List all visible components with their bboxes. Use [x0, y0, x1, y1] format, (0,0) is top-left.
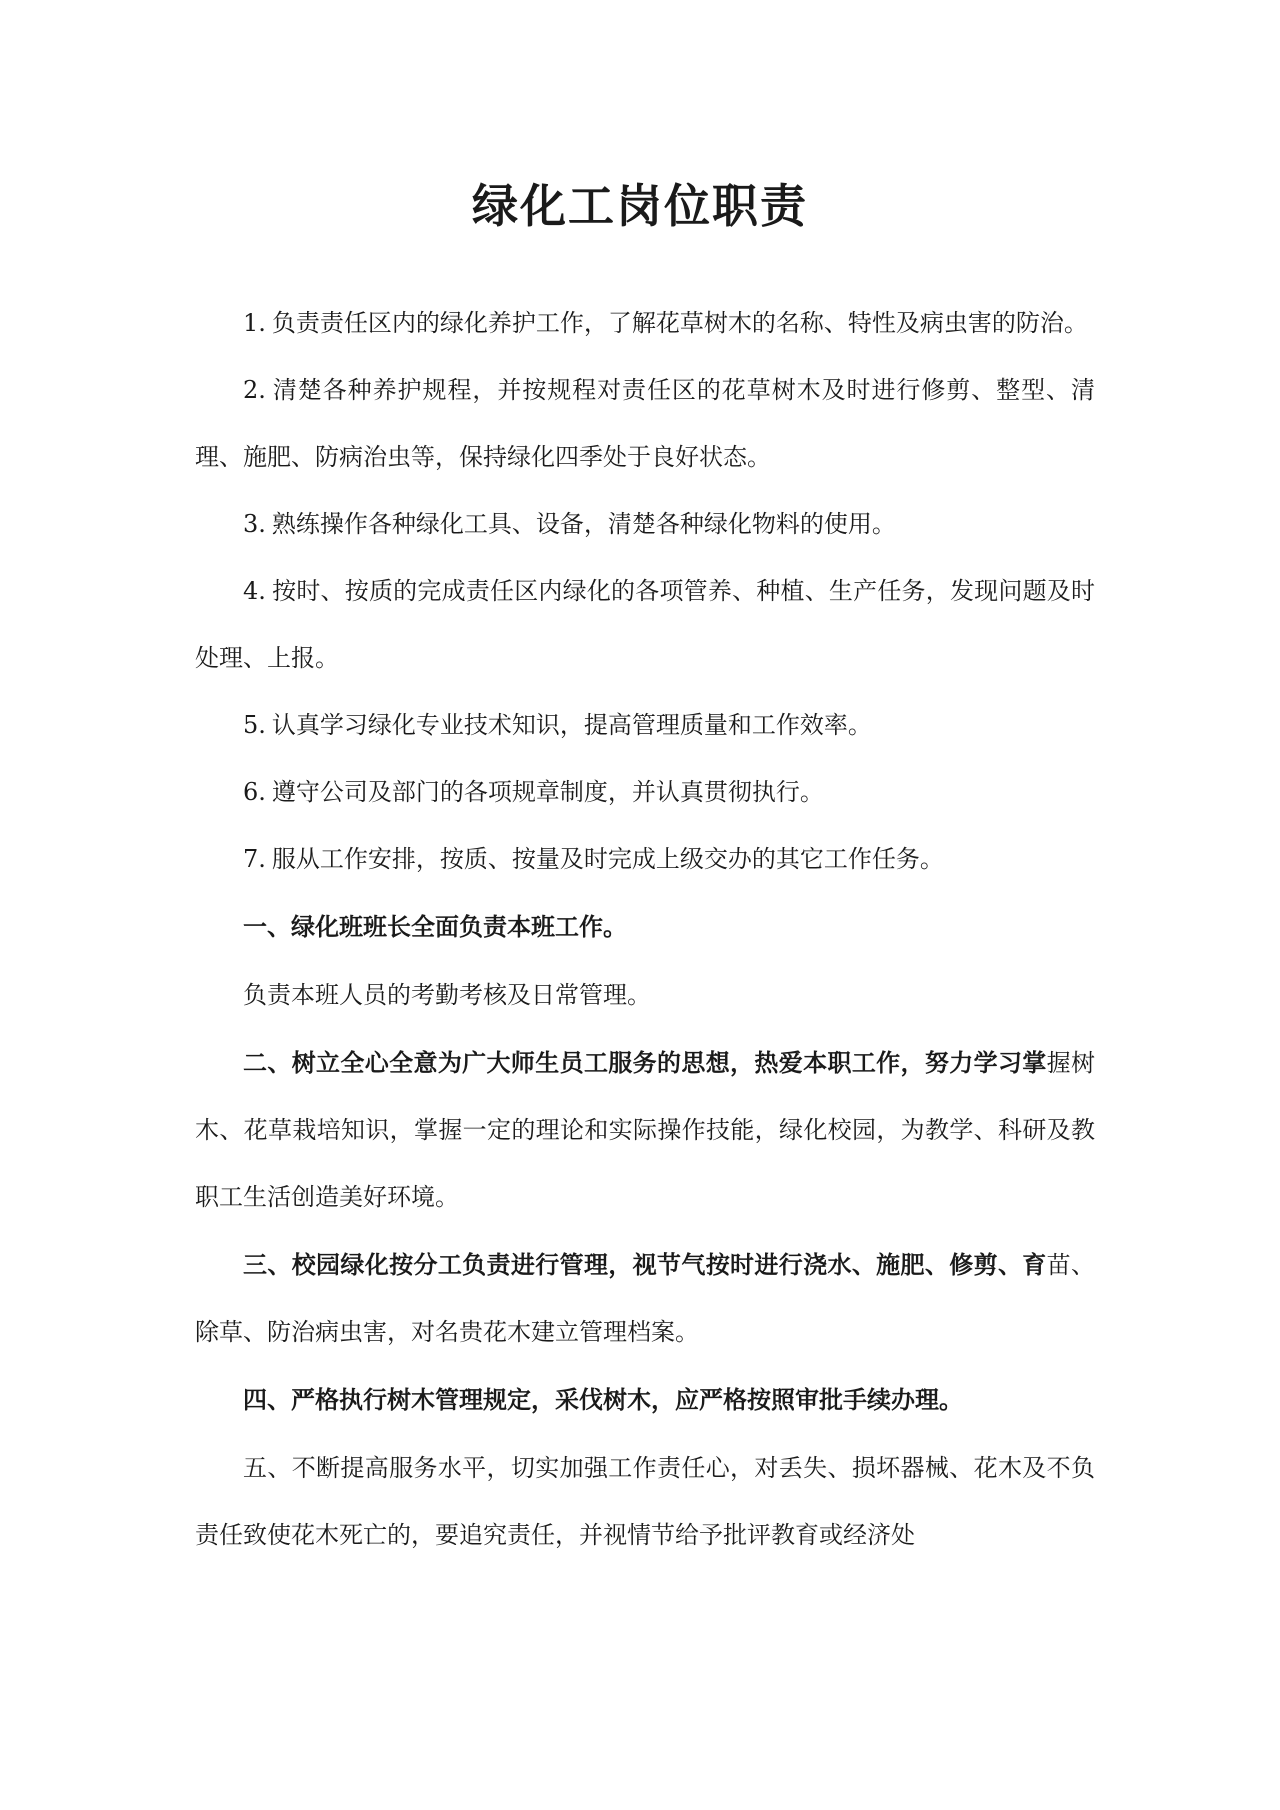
- section-heading: 二、树立全心全意为广大师生员工服务的思想，热爱本职工作，努力学习掌: [243, 1048, 1047, 1077]
- item-number: 2.: [243, 376, 266, 404]
- list-item: [195, 692, 1095, 759]
- section-heading: 四、严格执行树木管理规定，采伐树木，应严格按照审批手续办理。: [243, 1385, 963, 1414]
- list-item: [195, 759, 1095, 826]
- item-text: 认真学习绿化专业技术知识，提高管理质量和工作效率。: [271, 711, 872, 739]
- section-paragraph: [195, 893, 1095, 961]
- section-heading: 三、校园绿化按分工负责进行管理，视节气按时进行浇水、施肥、修剪、育: [243, 1250, 1047, 1279]
- section-text: 负责本班人员的考勤考核及日常管理。: [243, 981, 651, 1009]
- item-text: 服从工作安排，按质、按量及时完成上级交办的其它工作任务。: [271, 845, 944, 873]
- section-heading: 一、绿化班班长全面负责本班工作。: [243, 912, 627, 941]
- section-text: 苗、除草、防治病虫害，对名贵花木建立管理档案。: [195, 1251, 1096, 1346]
- section-paragraph: [195, 1029, 1095, 1231]
- list-item: [195, 491, 1095, 558]
- section-text: 五、不断提高服务水平，切实加强工作责任心，对丢失、损坏器械、花木及不负责任致使花木死亡的，要追究责任，并视情节给予批评教育或经济处: [195, 1454, 1095, 1549]
- section-paragraph: [195, 961, 1095, 1029]
- section-paragraph: [195, 1434, 1095, 1569]
- item-text: 遵守公司及部门的各项规章制度，并认真贯彻执行。: [271, 778, 824, 806]
- item-text: 清楚各种养护规程，并按规程对责任区的花草树木及时进行修剪、整型、清理、施肥、防病治虫等，保持绿化四季处于良好状态。: [195, 376, 1095, 471]
- document-body: [195, 290, 1095, 1569]
- section-paragraph: [195, 1231, 1095, 1366]
- document-title: 绿化工岗位职责: [472, 179, 808, 233]
- list-item: [195, 290, 1095, 357]
- list-item: [195, 558, 1095, 692]
- list-item: [195, 826, 1095, 893]
- item-number: 1.: [243, 309, 266, 337]
- item-text: 按时、按质的完成责任区内绿化的各项管养、种植、生产任务，发现问题及时处理、上报。: [195, 577, 1095, 672]
- item-number: 6.: [243, 778, 266, 806]
- item-text: 负责责任区内的绿化养护工作，了解花草树木的名称、特性及病虫害的防治。: [271, 309, 1088, 337]
- item-number: 3.: [243, 510, 266, 538]
- item-number: 4.: [243, 577, 266, 605]
- item-number: 5.: [243, 711, 266, 739]
- item-number: 7.: [243, 845, 266, 873]
- list-item: [195, 357, 1095, 491]
- item-text: 熟练操作各种绿化工具、设备，清楚各种绿化物料的使用。: [271, 510, 896, 538]
- section-paragraph: [195, 1366, 1095, 1434]
- section-text: 握树木、花草栽培知识，掌握一定的理论和实际操作技能，绿化校园，为教学、科研及教职工生活创造美好环境。: [195, 1049, 1096, 1211]
